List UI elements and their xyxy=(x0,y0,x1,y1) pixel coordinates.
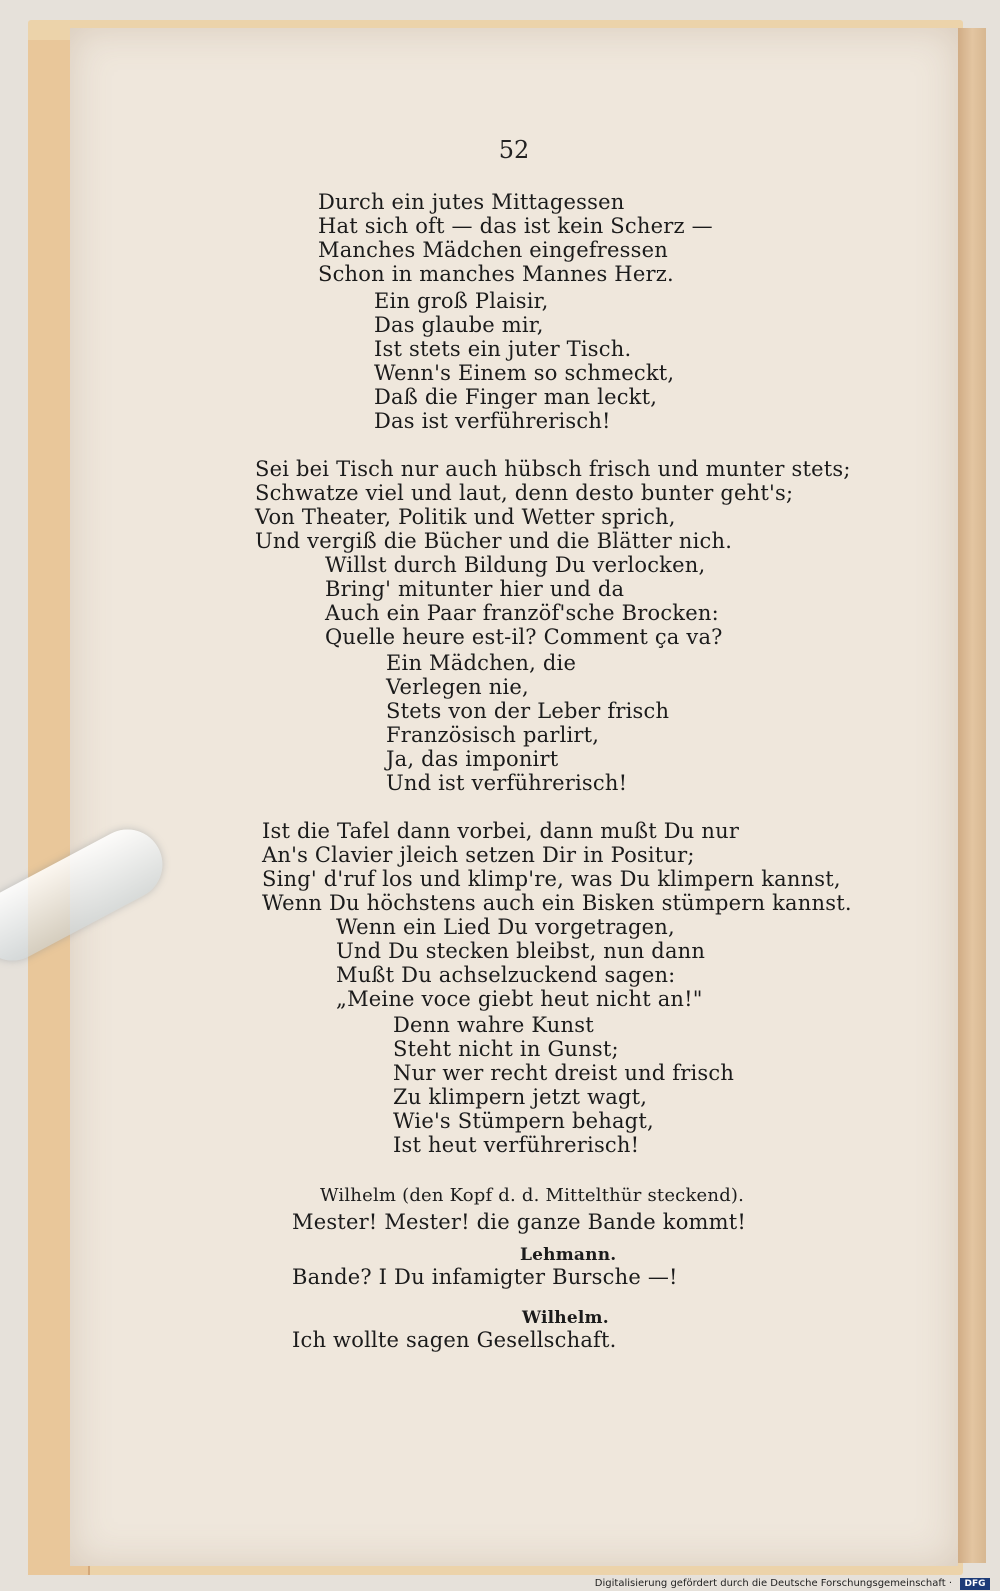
text-line: Mester! Mester! die ganze Bande kommt! xyxy=(292,1210,747,1234)
text-line: Sing' d'ruf los und klimp're, was Du klimpern kannst, xyxy=(262,867,841,891)
text-line: Und ist verführerisch! xyxy=(386,771,628,795)
text-line: Französisch parlirt, xyxy=(386,723,600,747)
text-line: Das ist verführerisch! xyxy=(374,409,611,433)
text-line: Ich wollte sagen Gesellschaft. xyxy=(292,1328,617,1352)
text-line: Ist stets ein juter Tisch. xyxy=(374,337,632,361)
text-line: Hat sich oft — das ist kein Scherz — xyxy=(318,214,713,238)
text-line: Lehmann. xyxy=(520,1245,617,1265)
text-line: Das glaube mir, xyxy=(374,313,544,337)
text-line: Von Theater, Politik und Wetter sprich, xyxy=(255,505,676,529)
text-line: Ein groß Plaisir, xyxy=(374,289,549,313)
text-line: Stets von der Leber frisch xyxy=(386,699,670,723)
text-line: Mußt Du achselzuckend sagen: xyxy=(336,963,676,987)
text-line: Wilhelm (den Kopf d. d. Mittelthür steckend). xyxy=(320,1185,745,1206)
text-line: Verlegen nie, xyxy=(386,675,529,699)
text-line: Wilhelm. xyxy=(522,1308,609,1328)
text-line: Auch ein Paar franzöf'sche Brocken: xyxy=(325,601,719,625)
text-line: Wie's Stümpern behagt, xyxy=(393,1109,654,1133)
text-line: Zu klimpern jetzt wagt, xyxy=(393,1085,648,1109)
text-line: Schon in manches Mannes Herz. xyxy=(318,262,674,286)
text-line: „Meine voce giebt heut nicht an!" xyxy=(336,987,703,1011)
text-line: Schwatze viel und laut, denn desto bunter geht's; xyxy=(255,481,794,505)
text-line: Ja, das imponirt xyxy=(386,747,559,771)
text-line: Ein Mädchen, die xyxy=(386,651,577,675)
text-line: Bande? I Du infamigter Bursche —! xyxy=(292,1265,678,1289)
text-line: Durch ein jutes Mittagessen xyxy=(318,190,625,214)
book-page xyxy=(70,28,958,1566)
text-line: Willst durch Bildung Du verlocken, xyxy=(325,553,706,577)
page-number: 52 xyxy=(498,136,530,164)
text-line: Wenn ein Lied Du vorgetragen, xyxy=(336,915,675,939)
text-line: Steht nicht in Gunst; xyxy=(393,1037,619,1061)
footer-credit: Digitalisierung gefördert durch die Deutsche Forschungsgemeinschaft · xyxy=(594,1578,952,1589)
text-line: Sei bei Tisch nur auch hübsch frisch und munter stets; xyxy=(255,457,851,481)
text-line: Nur wer recht dreist und frisch xyxy=(393,1061,735,1085)
text-line: Manches Mädchen eingefressen xyxy=(318,238,668,262)
text-line: Denn wahre Kunst xyxy=(393,1013,594,1037)
text-line: Wenn's Einem so schmeckt, xyxy=(374,361,675,385)
text-line: Ist die Tafel dann vorbei, dann mußt Du nur xyxy=(262,819,740,843)
page-text-area xyxy=(70,28,958,1566)
text-line: Wenn Du höchstens auch ein Bisken stümpern kannst. xyxy=(262,891,852,915)
text-line: Quelle heure est-il? Comment ça va? xyxy=(325,625,723,649)
text-line: Ist heut verführerisch! xyxy=(393,1133,640,1157)
dfg-logo: DFG xyxy=(960,1578,990,1590)
text-line: Und vergiß die Bücher und die Blätter nich. xyxy=(255,529,733,553)
text-line: Daß die Finger man leckt, xyxy=(374,385,658,409)
text-line: Und Du stecken bleibst, nun dann xyxy=(336,939,706,963)
text-line: An's Clavier jleich setzen Dir in Positur; xyxy=(262,843,695,867)
text-line: Bring' mitunter hier und da xyxy=(325,577,625,601)
